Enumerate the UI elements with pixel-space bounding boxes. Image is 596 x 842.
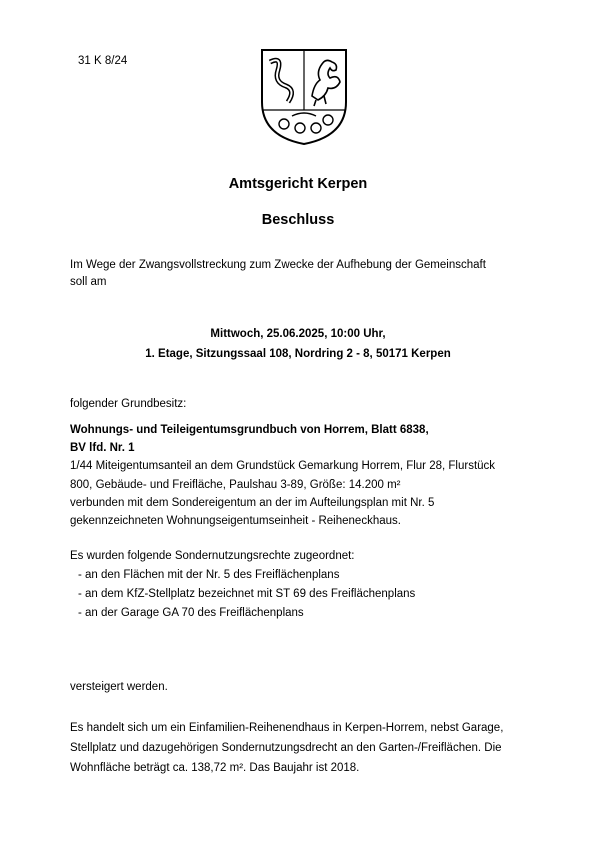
- property-intro: folgender Grundbesitz:: [70, 398, 187, 410]
- court-name: Amtsgericht Kerpen: [228, 176, 368, 192]
- right-item: - an der Garage GA 70 des Freiflächenplans: [78, 607, 304, 619]
- auction-line: versteigert werden.: [70, 681, 168, 693]
- intro-line: Im Wege der Zwangsvollstreckung zum Zwecke der Aufhebung der Gemeinschaft: [70, 259, 486, 271]
- appointment: [0, 324, 596, 364]
- case-number: 31 K 8/24: [78, 55, 128, 67]
- property-block: [70, 421, 540, 530]
- rights-section: [70, 547, 540, 623]
- description-line: gekennzeichneten Wohnungseigentumseinheit - Reiheneckhaus.: [70, 515, 401, 528]
- summary-line: Stellplatz und dazugehörigen Sondernutzungsdrecht an den Garten-/Freiflächen. Die: [70, 742, 502, 754]
- intro-paragraph: [70, 257, 540, 291]
- intro-line: soll am: [70, 276, 107, 288]
- summary-paragraph: [70, 718, 550, 778]
- register-number: BV lfd. Nr. 1: [70, 442, 135, 455]
- summary-line: Es handelt sich um ein Einfamilien-Reihenendhaus in Kerpen-Horrem, nebst Garage,: [70, 722, 504, 734]
- document-title: Beschluss: [261, 212, 335, 228]
- description-line: verbunden mit dem Sondereigentum an der im Aufteilungsplan mit Nr. 5: [70, 496, 435, 509]
- right-item: - an den Flächen mit der Nr. 5 des Freiflächenplans: [78, 569, 340, 581]
- appointment-location: 1. Etage, Sitzungssaal 108, Nordring 2 - 8, 50171 Kerpen: [145, 348, 451, 360]
- nrw-coat-of-arms-icon: [256, 44, 352, 148]
- summary-line: Wohnfläche beträgt ca. 138,72 m². Das Baujahr ist 2018.: [70, 762, 360, 774]
- register-line: Wohnungs- und Teileigentumsgrundbuch von Horrem, Blatt 6838,: [70, 424, 429, 436]
- rights-intro: Es wurden folgende Sondernutzungsrechte zugeordnet:: [70, 550, 355, 562]
- description-line: 1/44 Miteigentumsanteil an dem Grundstück Gemarkung Horrem, Flur 28, Flurstück: [70, 460, 496, 473]
- appointment-date: Mittwoch, 25.06.2025, 10:00 Uhr,: [210, 328, 386, 340]
- description-line: 800, Gebäude- und Freifläche, Paulshau 3-89, Größe: 14.200 m²: [70, 478, 401, 491]
- right-item: - an dem KfZ-Stellplatz bezeichnet mit ST 69 des Freiflächenplans: [78, 588, 416, 600]
